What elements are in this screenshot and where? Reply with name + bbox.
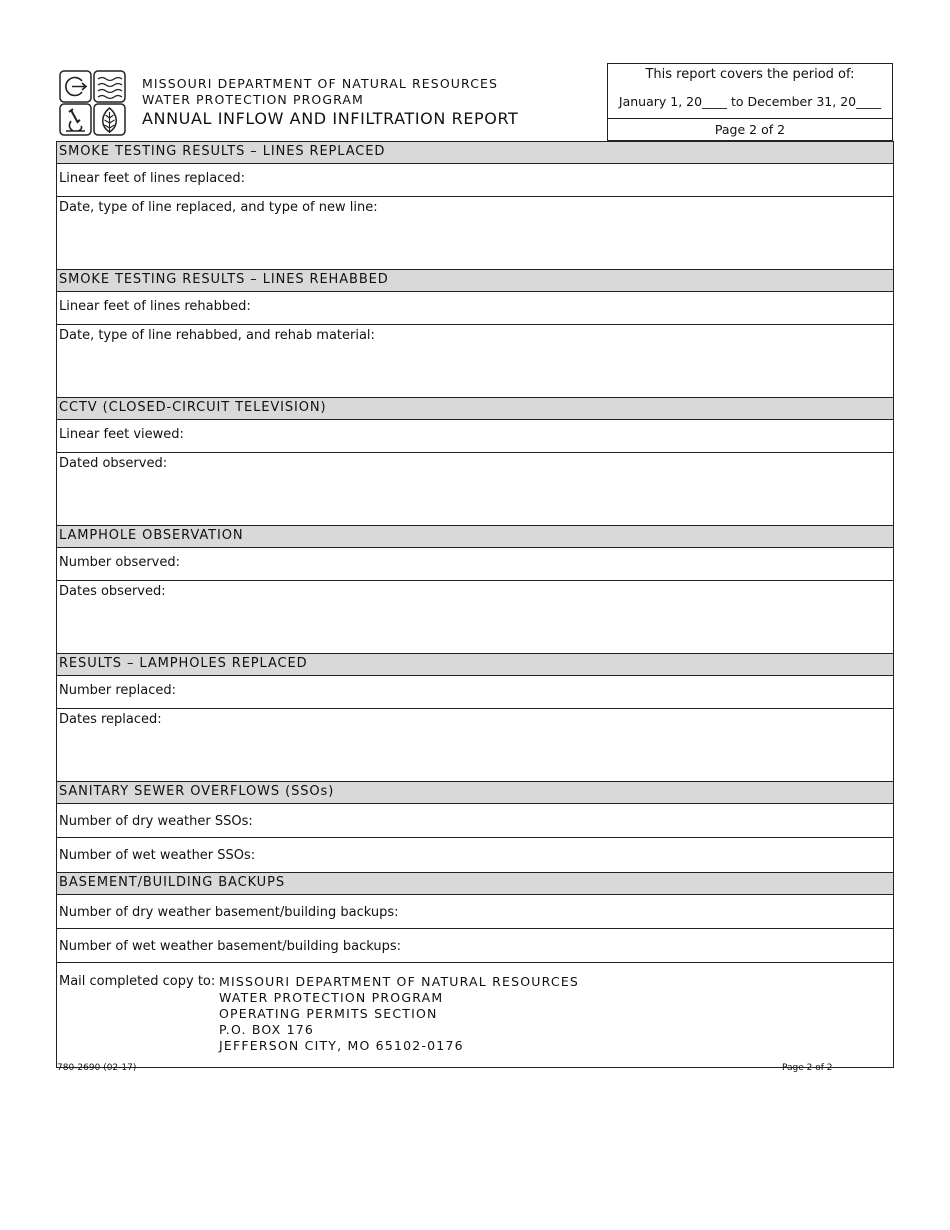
dates-observed-cctv-field[interactable]: Dated observed: xyxy=(59,456,168,471)
dates-observed-field[interactable]: Dates observed: xyxy=(59,584,166,599)
section-heading: SMOKE TESTING RESULTS – LINES REHABBED xyxy=(57,269,893,292)
address-line: WATER PROTECTION PROGRAM xyxy=(219,990,444,1005)
section-heading: LAMPHOLE OBSERVATION xyxy=(57,525,893,548)
address-line: P.O. BOX 176 xyxy=(219,1022,315,1037)
section-heading: SANITARY SEWER OVERFLOWS (SSOs) xyxy=(57,781,893,804)
linear-feet-rehabbed-field[interactable]: Linear feet of lines rehabbed: xyxy=(57,292,893,325)
footer-page-number: Page 2 of 2 xyxy=(782,1063,833,1073)
dry-weather-backups-field[interactable]: Number of dry weather basement/building backups: xyxy=(57,895,893,929)
form-number: 780-2690 (02-17) xyxy=(57,1063,137,1073)
wet-weather-sso-field[interactable]: Number of wet weather SSOs: xyxy=(59,848,256,863)
lines-replaced-details-field[interactable]: Date, type of line replaced, and type of new line: xyxy=(59,200,378,215)
address-line: OPERATING PERMITS SECTION xyxy=(219,1006,438,1021)
page-number: Page 2 of 2 xyxy=(714,122,786,137)
mail-label: Mail completed copy to: xyxy=(59,974,216,989)
form-header xyxy=(142,76,518,128)
program-name: WATER PROTECTION PROGRAM xyxy=(142,92,364,107)
dnr-logo-icon xyxy=(59,70,126,136)
mailing-address xyxy=(219,974,579,1054)
number-observed-field[interactable]: Number observed: xyxy=(57,548,893,581)
number-replaced-field[interactable]: Number replaced: xyxy=(57,676,893,709)
report-period-box xyxy=(607,63,893,141)
section-heading: RESULTS – LAMPHOLES REPLACED xyxy=(57,653,893,676)
form-title: ANNUAL INFLOW AND INFILTRATION REPORT xyxy=(142,109,519,128)
section-heading: SMOKE TESTING RESULTS – LINES REPLACED xyxy=(57,141,893,164)
dates-replaced-field[interactable]: Dates replaced: xyxy=(59,712,162,727)
dry-weather-sso-field[interactable]: Number of dry weather SSOs: xyxy=(57,804,893,838)
wet-weather-backups-field[interactable]: Number of wet weather basement/building backups: xyxy=(57,929,893,963)
report-form xyxy=(56,141,894,1068)
period-caption: This report covers the period of: xyxy=(645,67,855,82)
lines-rehabbed-details-field[interactable]: Date, type of line rehabbed, and rehab material: xyxy=(59,328,375,343)
mailing-instructions xyxy=(57,963,893,1068)
section-heading: CCTV (CLOSED-CIRCUIT TELEVISION) xyxy=(57,397,893,420)
period-range[interactable]: January 1, 20____ to December 31, 20____ xyxy=(618,94,882,109)
address-line: MISSOURI DEPARTMENT OF NATURAL RESOURCES xyxy=(219,974,580,989)
address-line: JEFFERSON CITY, MO 65102-0176 xyxy=(219,1038,464,1053)
linear-feet-replaced-field[interactable]: Linear feet of lines replaced: xyxy=(57,164,893,197)
linear-feet-viewed-field[interactable]: Linear feet viewed: xyxy=(57,420,893,453)
section-heading: BASEMENT/BUILDING BACKUPS xyxy=(57,872,893,895)
agency-name: MISSOURI DEPARTMENT OF NATURAL RESOURCES xyxy=(142,76,499,91)
